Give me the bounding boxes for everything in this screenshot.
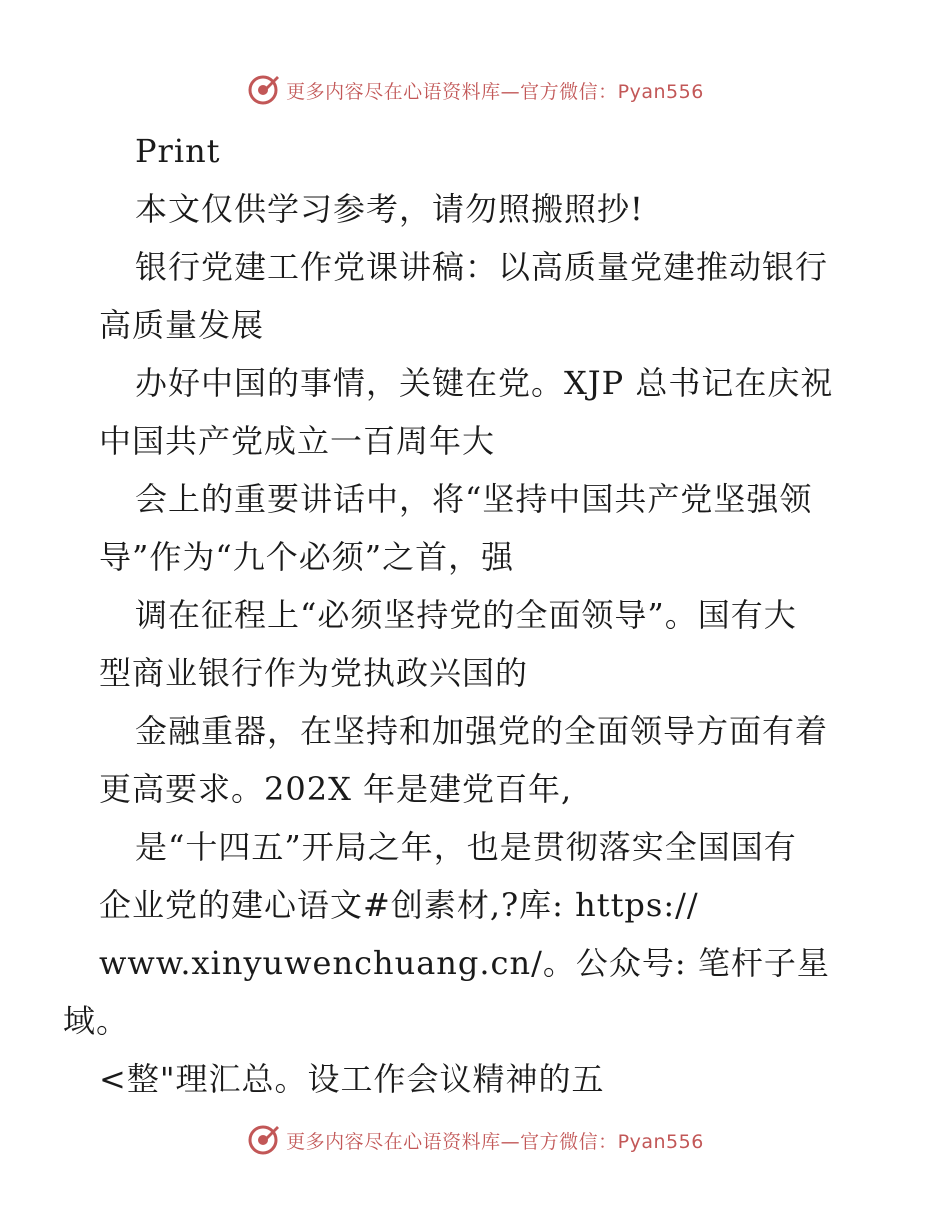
- text-line: 企业党的建心语文#创素材,?库: https://: [99, 886, 699, 924]
- text-line: 金融重器，在坚持和加强党的全面领导方面有着: [135, 712, 829, 750]
- watermark-label: 更多内容尽在心语资料库—官方微信：: [286, 1130, 618, 1153]
- text-line: 更高要求。202X 年是建党百年,: [99, 770, 573, 808]
- paragraph: [99, 354, 851, 470]
- watermark-text: [286, 77, 704, 104]
- text-line: www.xinyuwenchuang.cn/。公众号: 笔杆子星域。: [63, 944, 830, 1040]
- text-line: Print: [135, 132, 221, 170]
- paragraph: [99, 586, 851, 702]
- text-line: 银行党建工作党课讲稿：以高质量党建推动银行: [135, 248, 829, 286]
- text-line: <整"理汇总。设工作会议精神的五: [99, 1060, 605, 1098]
- text-line: 高质量发展: [99, 306, 265, 344]
- paragraph: [99, 122, 851, 180]
- text-line: 中国共产党成立一百周年大: [99, 422, 496, 460]
- watermark-wechat-id: Pyan556: [617, 1130, 704, 1153]
- pen-logo-icon: [246, 73, 280, 107]
- paragraph: [99, 238, 851, 354]
- header-watermark: [0, 70, 950, 110]
- watermark-label: 更多内容尽在心语资料库—官方微信：: [286, 80, 618, 103]
- text-line: 调在征程上“必须坚持党的全面领导”。国有大: [135, 596, 797, 634]
- paragraph: [63, 818, 851, 1108]
- text-line: 本文仅供学习参考，请勿照搬照抄!: [135, 190, 644, 228]
- document-body: [63, 122, 851, 1108]
- pen-logo-icon: [246, 1123, 280, 1157]
- text-line: 导”作为“九个必须”之首，强: [99, 538, 515, 576]
- watermark-wechat-id: Pyan556: [617, 80, 704, 103]
- watermark-text: [286, 1127, 704, 1154]
- text-line: 是“十四五”开局之年，也是贯彻落实全国国有: [135, 828, 797, 866]
- text-line: 办好中国的事情，关键在党。XJP 总书记在庆祝: [135, 364, 834, 402]
- paragraph: [99, 180, 851, 238]
- paragraph: [99, 470, 851, 586]
- text-line: 会上的重要讲话中，将“坚持中国共产党坚强领: [135, 480, 813, 518]
- footer-watermark: [0, 1120, 950, 1160]
- text-line: 型商业银行作为党执政兴国的: [99, 654, 529, 692]
- paragraph: [99, 702, 851, 818]
